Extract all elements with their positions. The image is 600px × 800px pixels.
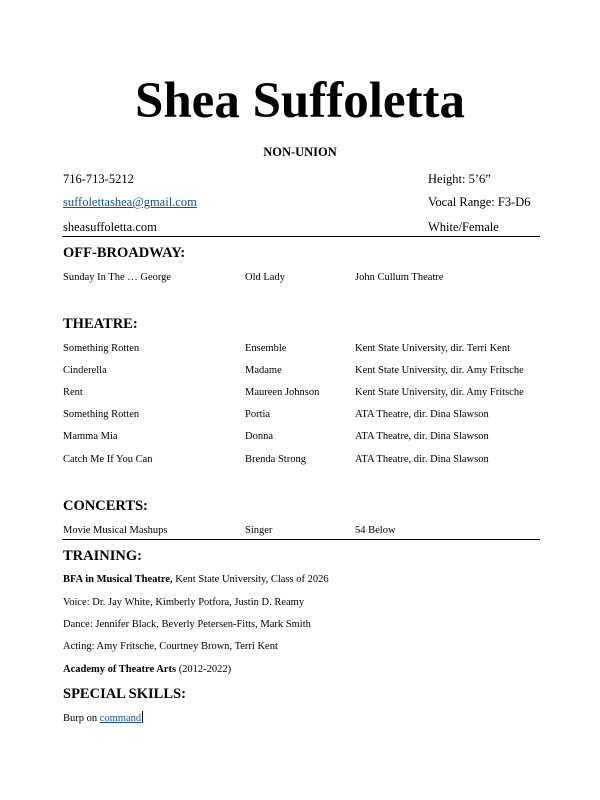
section-heading-concerts: CONCERTS: <box>63 498 148 514</box>
training-academy-years: (2012-2022) <box>176 664 232 675</box>
special-skills-prefix: Burp on <box>63 713 100 724</box>
section-heading-off-broadway: OFF-BROADWAY: <box>63 245 186 261</box>
section-heading-theatre: THEATRE: <box>63 316 138 332</box>
email-link[interactable]: suffolettashea@gmail.com <box>63 195 197 209</box>
training-bfa <box>63 574 329 585</box>
credit-show: Cinderella <box>63 365 107 376</box>
text-cursor <box>142 711 143 723</box>
credit-venue: Kent State University, dir. Terri Kent <box>355 343 510 354</box>
credit-row <box>0 409 600 425</box>
credit-show: Rent <box>63 387 83 398</box>
training-acting: Acting: Amy Fritsche, Courtney Brown, Terri Kent <box>63 641 278 652</box>
credit-row <box>0 272 600 288</box>
training-voice: Voice: Dr. Jay White, Kimberly Potfora, Justin D. Reamy <box>63 597 305 608</box>
credit-show: Sunday In The … George <box>63 272 172 283</box>
credit-show: Something Rotten <box>63 343 140 354</box>
credit-role: Madame <box>245 365 282 376</box>
credit-row <box>0 387 600 403</box>
training-academy <box>63 664 231 675</box>
credit-venue: 54 Below <box>355 525 396 536</box>
credit-venue: ATA Theatre, dir. Dina Slawson <box>355 454 489 465</box>
credit-show: Catch Me If You Can <box>63 454 153 465</box>
credit-row <box>0 454 600 470</box>
credit-row <box>0 431 600 447</box>
vocal-range-text: Vocal Range: F3-D6 <box>428 195 531 209</box>
credit-venue: John Cullum Theatre <box>355 272 444 283</box>
credit-role: Brenda Strong <box>245 454 306 465</box>
credit-venue: ATA Theatre, dir. Dina Slawson <box>355 409 489 420</box>
credit-row <box>0 365 600 381</box>
candidate-name: Shea Suffoletta <box>134 73 466 129</box>
credit-role: Donna <box>245 431 273 442</box>
section-heading-training: TRAINING: <box>63 548 142 564</box>
section-heading-special-skills: SPECIAL SKILLS: <box>63 686 186 702</box>
credit-role: Portia <box>245 409 271 420</box>
credit-venue: Kent State University, dir. Amy Fritsche <box>355 365 524 376</box>
website-text: sheasuffoletta.com <box>63 220 157 234</box>
credit-role: Maureen Johnson <box>245 387 320 398</box>
credit-role: Old Lady <box>245 272 285 283</box>
training-academy-name: Academy of Theatre Arts <box>63 664 177 675</box>
credit-show: Movie Musical Mashups <box>63 525 168 536</box>
training-bfa-school: Kent State University, Class of 2026 <box>172 574 329 585</box>
phone-number: 716-713-5212 <box>63 172 134 186</box>
special-skills-link[interactable]: command <box>99 713 142 724</box>
training-dance: Dance: Jennifer Black, Beverly Petersen-Fitts, Mark Smith <box>63 619 311 630</box>
credit-role: Ensemble <box>245 343 287 354</box>
height-text: Height: 5’6” <box>428 172 491 186</box>
credit-venue: Kent State University, dir. Amy Fritsche <box>355 387 524 398</box>
concerts-divider <box>62 539 540 540</box>
credit-show: Mamma Mia <box>63 431 118 442</box>
special-skills-text <box>63 711 143 724</box>
header-divider <box>62 236 540 237</box>
credit-show: Something Rotten <box>63 409 140 420</box>
credit-role: Singer <box>245 525 273 536</box>
training-bfa-degree: BFA in Musical Theatre, <box>63 574 173 585</box>
ethnicity-gender-text: White/Female <box>428 220 499 234</box>
credit-venue: ATA Theatre, dir. Dina Slawson <box>355 431 489 442</box>
credit-row <box>0 343 600 359</box>
union-status: NON-UNION <box>263 145 337 159</box>
